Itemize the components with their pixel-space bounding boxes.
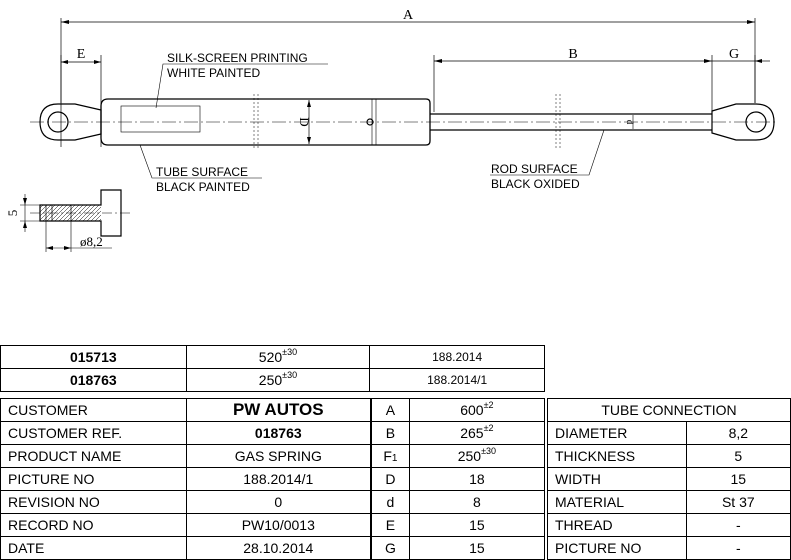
- info-row: [1, 491, 371, 514]
- dim-a-label: A: [402, 8, 414, 23]
- param-row: [372, 491, 545, 514]
- info-row: [1, 445, 371, 468]
- tube-label: DIAMETER: [548, 422, 687, 445]
- param-row: [372, 445, 545, 468]
- info-value: GAS SPRING: [186, 445, 370, 468]
- param-row: [372, 514, 545, 537]
- revision-force: $250^{\pm 30}$: [186, 369, 370, 392]
- tube-connection-title: TUBE CONNECTION: [548, 399, 791, 422]
- info-table: [0, 398, 371, 560]
- param-symbol: D: [372, 468, 410, 491]
- tube-connection-table: [547, 398, 791, 560]
- param-value: 18: [409, 468, 544, 491]
- info-row: [1, 399, 371, 422]
- tube-value: -: [686, 537, 790, 560]
- param-symbol: F1: [372, 445, 410, 468]
- info-row: [1, 537, 371, 560]
- dimension-e: [61, 47, 101, 147]
- param-symbol: A: [372, 399, 410, 422]
- dimension-b: [434, 47, 712, 112]
- info-value: 28.10.2014: [186, 537, 370, 560]
- revision-code: 018763: [1, 369, 187, 392]
- param-row: [372, 468, 545, 491]
- revision-row: [1, 369, 545, 392]
- dim-e-label: E: [76, 47, 86, 62]
- silk-print-area: [121, 106, 200, 132]
- silk-line2: WHITE PAINTED: [167, 66, 261, 80]
- eye-side-detail: [5, 190, 130, 252]
- dim-d-label: D: [297, 117, 312, 127]
- info-row: [1, 514, 371, 537]
- tube-label: THICKNESS: [548, 445, 687, 468]
- info-label: PRODUCT NAME: [1, 445, 187, 468]
- param-row: [372, 422, 545, 445]
- info-value: 188.2014/1: [186, 468, 370, 491]
- tube-row: [548, 468, 791, 491]
- tube-value: -: [686, 514, 790, 537]
- param-value: $600^{\pm 2}$: [409, 399, 544, 422]
- tube-line2: BLACK PAINTED: [156, 180, 250, 194]
- info-label: RECORD NO: [1, 514, 187, 537]
- rod-line2: BLACK OXIDED: [491, 177, 580, 191]
- param-row: [372, 399, 545, 422]
- param-value: 15: [409, 514, 544, 537]
- silk-line1: SILK-SCREEN PRINTING: [167, 51, 308, 65]
- tube-value: 8,2: [686, 422, 790, 445]
- dim-g-label: G: [728, 47, 740, 62]
- info-value: PW10/0013: [186, 514, 370, 537]
- param-symbol: G: [372, 537, 410, 560]
- dimension-g: [712, 47, 770, 103]
- rod-line1: ROD SURFACE: [491, 162, 578, 176]
- info-value: PW AUTOS: [186, 399, 370, 422]
- note-tube-surface: [140, 145, 262, 194]
- dimension-a: [61, 8, 755, 103]
- tube-label: THREAD: [548, 514, 687, 537]
- info-row: [1, 422, 371, 445]
- param-value: $265^{\pm 2}$: [409, 422, 544, 445]
- param-value: 15: [409, 537, 544, 560]
- tube-value: 15: [686, 468, 790, 491]
- param-value: $250^{\pm 30}$: [409, 445, 544, 468]
- tube-row: [548, 514, 791, 537]
- dim-pin-diameter: ø8,2: [80, 234, 103, 249]
- info-label: REVISION NO: [1, 491, 187, 514]
- param-symbol: E: [372, 514, 410, 537]
- info-label: CUSTOMER REF.: [1, 422, 187, 445]
- param-symbol: B: [372, 422, 410, 445]
- param-symbol: d: [372, 491, 410, 514]
- revision-code: 015713: [1, 346, 187, 369]
- dim-b-label: B: [568, 47, 578, 62]
- tube-row: [548, 422, 791, 445]
- info-value: 018763: [186, 422, 370, 445]
- revision-picture: 188.2014: [370, 346, 545, 369]
- tube-title-row: [548, 399, 791, 422]
- tube-line1: TUBE SURFACE: [156, 165, 249, 179]
- param-value: 8: [409, 491, 544, 514]
- tube-label: PICTURE NO: [548, 537, 687, 560]
- tube-value: 5: [686, 445, 790, 468]
- revision-force: $520^{\pm 30}$: [186, 346, 370, 369]
- tube-label: WIDTH: [548, 468, 687, 491]
- parameter-table: [371, 398, 545, 560]
- info-value: 0: [186, 491, 370, 514]
- info-label: DATE: [1, 537, 187, 560]
- revision-row: [1, 346, 545, 369]
- revision-table: [0, 345, 545, 392]
- tube-row: [548, 491, 791, 514]
- tube-label: MATERIAL: [548, 491, 687, 514]
- tube-row: [548, 537, 791, 560]
- tube-row: [548, 445, 791, 468]
- info-label: PICTURE NO: [1, 468, 187, 491]
- note-rod-surface: [490, 130, 604, 191]
- revision-picture: 188.2014/1: [370, 369, 545, 392]
- tube-value: St 37: [686, 491, 790, 514]
- info-row: [1, 468, 371, 491]
- dim-thread-height: 5: [5, 209, 20, 217]
- param-row: [372, 537, 545, 560]
- info-label: CUSTOMER: [1, 399, 187, 422]
- dim-rod-d-label: d: [625, 119, 635, 125]
